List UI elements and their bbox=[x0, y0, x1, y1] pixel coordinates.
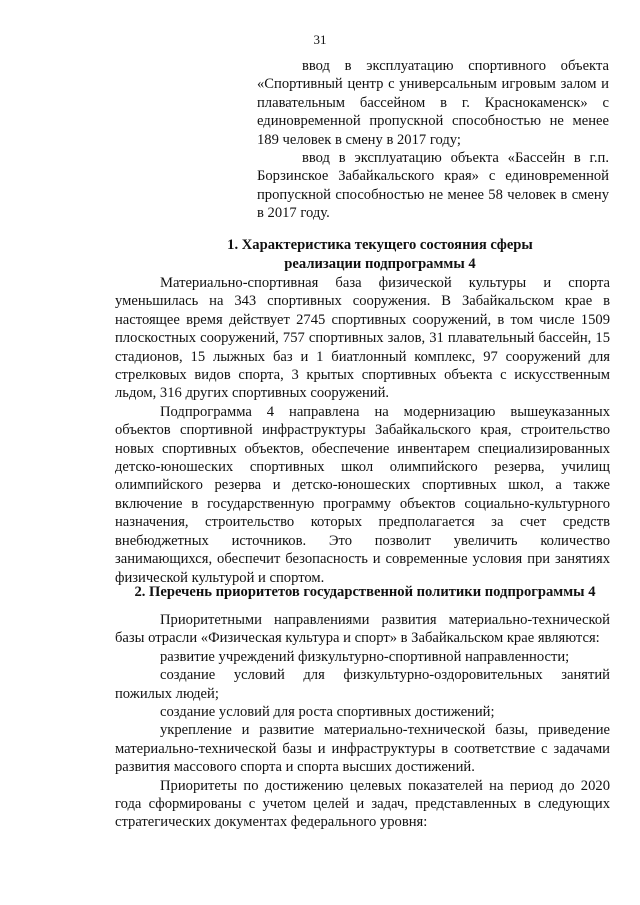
section-2-heading: 2. Перечень приоритетов государственной политики подпрограммы 4 bbox=[134, 584, 596, 600]
section-1-heading bbox=[170, 236, 590, 273]
list-item: создание условий для роста спортивных достижений; bbox=[160, 704, 495, 721]
paragraph: Приоритетными направлениями развития материально-технической базы отрасли «Физическая культура и спорт» в Забайкальском крае являются: bbox=[115, 612, 610, 647]
continued-list bbox=[257, 57, 609, 223]
list-item: развитие учреждений физкультурно-спортивной направленности; bbox=[160, 648, 570, 665]
section-1-heading-line-1: 1. Характеристика текущего состояния сферы bbox=[227, 237, 533, 253]
section-1-body bbox=[115, 274, 610, 587]
section-1-heading-line-2: реализации подпрограммы 4 bbox=[284, 255, 476, 272]
list-item: укрепление и развитие материально-технической базы, приведение материально-технической базы и инфраструктуры в соответствие с задачами развития массового спорта и спорта высших достижений. bbox=[115, 722, 610, 776]
paragraph: Подпрограмма 4 направлена на модернизацию вышеуказанных объектов спортивной инфраструктуры Забайкальского края, строительство новых спортивных объектов, обеспечение инвентарем специализированных детско-юношеских спортивных школ олимпийского резерва, училищ олимпийского резерва и детско-юношеских спортивных школ, а также включение в государственную программу объектов социально-культурного назначения, строительство которых предполагается за счет средств внебюджетных источников. Это позволит увеличить количество занимающихся, обеспечит безопасность и современные условия при занятиях физической культурой и спортом. bbox=[115, 403, 610, 586]
list-item: ввод в эксплуатацию спортивного объекта «Спортивный центр с универсальным игровым залом и плавательным бассейном в г. Краснокаменск» с единовременной пропускной способностью не менее 189 человек в смену в 2017 году; bbox=[257, 58, 609, 148]
page-number: 31 bbox=[313, 32, 327, 47]
list-item: создание условий для физкультурно-оздоровительных занятий пожилых людей; bbox=[115, 667, 610, 702]
paragraph: Материально-спортивная база физической культуры и спорта уменьшилась на 343 спортивных сооружения. В Забайкальском крае в настоящее время действует 2745 спортивных сооружений, в том числе 1509 плоскостных сооружений, 757 спортивных залов, 31 плавательный бассейн, 15 стадионов, 15 лыжных баз и 1 биатлонный комплекс, 97 сооружений для стрелковых видов спорта, 3 крытых спортивных объекта с искусственным льдом, 316 других спортивных сооружений. bbox=[115, 275, 610, 402]
paragraph: Приоритеты по достижению целевых показателей на период до 2020 года сформированы с учетом целей и задач, представленных в следующих стратегических документах федерального уровня: bbox=[115, 777, 610, 831]
section-2-body bbox=[115, 611, 610, 832]
list-item: ввод в эксплуатацию объекта «Бассейн в г.п. Борзинское Забайкальского края» с единовременной пропускной способностью не менее 58 человек в смену в 2017 году. bbox=[257, 150, 609, 222]
